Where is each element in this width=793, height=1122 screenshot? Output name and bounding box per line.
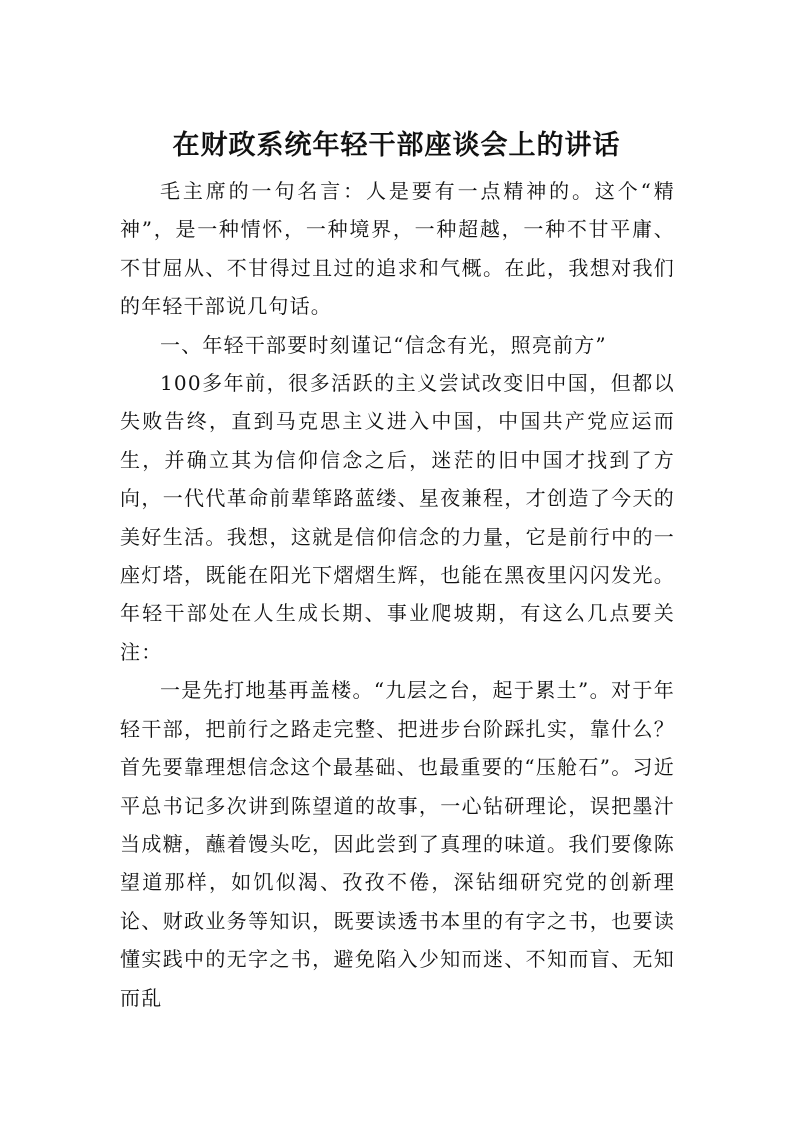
paragraph-intro: 毛主席的一句名言：人是要有一点精神的。这个“精神”，是一种情怀，一种境界，一种超越，一种不甘平庸、不甘屈从、不甘得过且过的追求和气概。在此，我想对我们的年轻干部说几句话。	[120, 179, 675, 319]
section-heading-1: 一、年轻干部要时刻谨记“信念有光，照亮前方”	[160, 332, 607, 357]
document-title: 在财政系统年轻干部座谈会上的讲话	[172, 130, 621, 161]
paragraph-history: 100多年前，很多活跃的主义尝试改变旧中国，但都以失败告终，直到马克思主义进入中国，中国共产党应运而生，并确立其为信仰信念之后，迷茫的旧中国才找到了方向，一代代革命前辈筚路蓝缕、星夜兼程，才创造了今天的美好生活。我想，这就是信仰信念的力量，它是前行中的一座灯塔，既能在阳光下熠熠生辉，也能在黑夜里闪闪发光。年轻干部处在人生成长期、事业爬坡期，有这么几点要关注：	[120, 371, 675, 664]
document-body	[120, 172, 675, 1017]
paragraph-point-1: 一是先打地基再盖楼。“九层之台，起于累土”。对于年轻干部，把前行之路走完整、把进步台阶踩扎实，靠什么？首先要靠理想信念这个最基础、也最重要的“压舱石”。习近平总书记多次讲到陈望道的故事，一心钻研理论，误把墨汁当成糖，蘸着馒头吃，因此尝到了真理的味道。我们要像陈望道那样，如饥似渴、孜孜不倦，深钻细研究党的创新理论、财政业务等知识，既要读透书本里的有字之书，也要读懂实践中的无字之书，避免陷入少知而迷、不知而盲、无知而乱	[120, 678, 675, 1010]
